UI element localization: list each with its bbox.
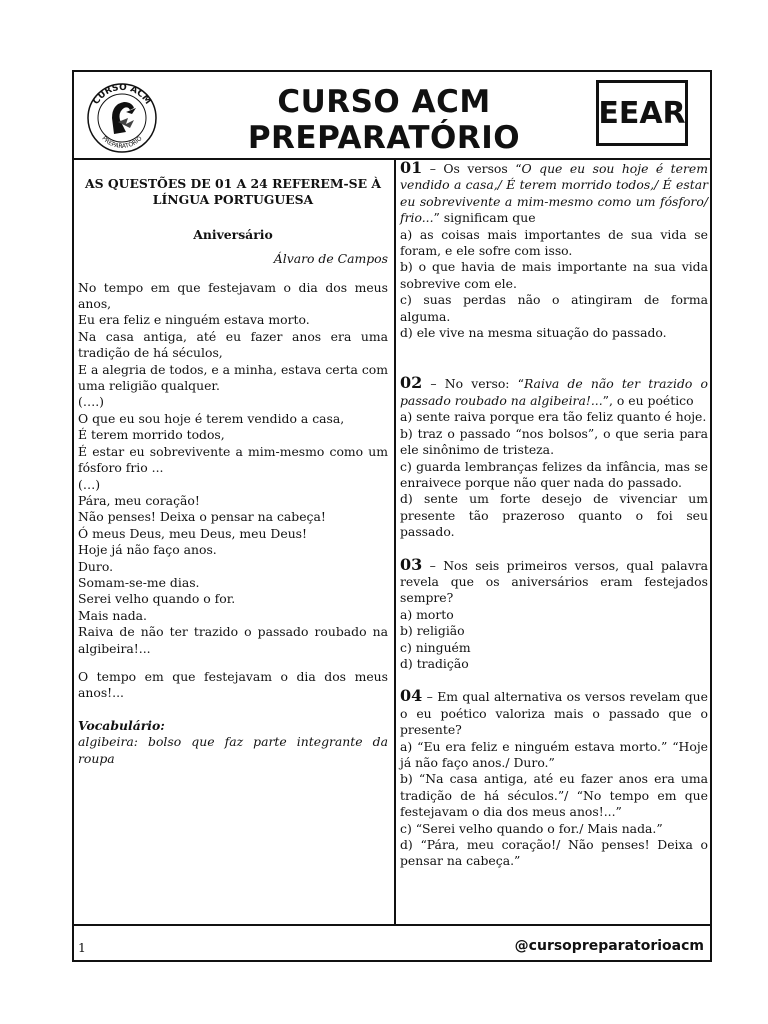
poem-line: Eu era feliz e ninguém estava morto. xyxy=(78,312,310,328)
question-text: – Em qual alternativa os versos revelam que o eu poético valoriza mais o passado que o presente? xyxy=(400,689,708,738)
poem-author: Álvaro de Campos xyxy=(273,251,388,267)
question-text: – Nos seis primeiros versos, qual palavra revela que os aniversários eram festejados sempre? xyxy=(400,557,708,606)
question-number: 02 xyxy=(400,373,423,393)
answer-option: c) ninguém xyxy=(400,639,471,655)
answer-option: d) “Pára, meu coração!/ Não penses! Deixa o pensar na cabeça.” xyxy=(400,837,708,869)
question-outro: ” significam que xyxy=(433,210,536,226)
poem-title: Aniversário xyxy=(193,226,273,242)
poem-line: E a alegria de todos, e a minha, estava certa com uma religião qualquer. xyxy=(78,361,388,394)
title-line-2: PREPARATÓRIO xyxy=(247,120,521,156)
question-quote: Raiva de não ter trazido o passado roubado na algibeira!... xyxy=(400,376,708,408)
page-title xyxy=(194,84,574,156)
exam-page xyxy=(72,70,712,962)
poem-stanza-2: O tempo em que festejavam o dia dos meus anos!... xyxy=(78,668,388,701)
answer-option: c) suas perdas não o atingiram de forma alguma. xyxy=(400,292,708,324)
page-number: 1 xyxy=(78,940,86,955)
footer-divider xyxy=(74,924,710,926)
poem-line: (…) xyxy=(78,476,101,492)
logo-text-top: CURSO ACM xyxy=(91,82,153,107)
poem-line: O que eu sou hoje é terem vendido a casa, xyxy=(78,410,345,426)
answer-option: d) ele vive na mesma situação do passado. xyxy=(400,325,667,341)
poem-line: Pára, meu coração! xyxy=(78,492,200,508)
answer-option: d) tradição xyxy=(400,655,469,671)
answer-option: b) religião xyxy=(400,623,465,639)
answer-option: a) as coisas mais importantes de sua vida se foram, e ele sofre com isso. xyxy=(400,226,708,259)
poem-line: Na casa antiga, até eu fazer anos era uma tradição de há séculos, xyxy=(78,328,388,361)
poem-line: Duro. xyxy=(78,558,114,574)
answer-option: a) morto xyxy=(400,606,454,622)
poem-stanza-1 xyxy=(78,280,388,657)
question-number: 03 xyxy=(400,554,423,574)
answer-option: c) “Serei velho quando o for./ Mais nada.” xyxy=(400,820,663,836)
poem-line: Mais nada. xyxy=(78,607,147,623)
title-line-1: CURSO ACM xyxy=(277,84,491,120)
poem-line: É estar eu sobrevivente a mim-mesmo como um fósforo frio ... xyxy=(78,443,388,476)
logo xyxy=(82,78,162,154)
question-4 xyxy=(400,688,708,738)
poem-line: Somam-se-me dias. xyxy=(78,574,200,590)
poem-line: Serei velho quando o for. xyxy=(78,591,236,607)
logo-text-bottom: PREPARATÓRIO xyxy=(100,135,144,151)
answer-option: a) “Eu era feliz e ninguém estava morto.” “Hoje já não faço anos./ Duro.” xyxy=(400,738,708,770)
question-number: 01 xyxy=(400,158,423,177)
question-1 xyxy=(400,160,708,227)
question-3 xyxy=(400,554,708,607)
question-intro: – No verso: “ xyxy=(422,376,524,392)
question-2 xyxy=(400,375,708,409)
poem-line: Não penses! Deixa o pensar na cabeça! xyxy=(78,509,326,525)
poem-line: (….) xyxy=(78,394,104,410)
answer-option: c) guarda lembranças felizes da infância, mas se enraivece porque não quer nada do passado. xyxy=(400,458,708,490)
answer-option: b) o que havia de mais importante na sua vida sobrevive com ele. xyxy=(400,259,708,291)
social-handle: @cursopreparatorioacm xyxy=(514,938,704,954)
right-column xyxy=(400,160,708,870)
question-number: 04 xyxy=(400,686,423,706)
question-outro: ”, o eu poético xyxy=(602,392,694,408)
poem-line: Hoje já não faço anos. xyxy=(78,542,217,558)
eagle-icon xyxy=(82,78,162,154)
question-quote: O que eu sou hoje é terem vendido a casa,/ É terem morrido todos,/ É estar eu sobrevivente a mim-mesmo como um fósforo/ frio... xyxy=(400,161,708,226)
answer-option: b) “Na casa antiga, até eu fazer anos era uma tradição de há séculos.”/ “No tempo em que festejavam o dia dos meus anos!...” xyxy=(400,771,708,820)
page-header xyxy=(74,72,710,160)
vocabulary-text: algibeira: bolso que faz parte integrante da roupa xyxy=(78,734,388,766)
column-divider xyxy=(394,158,396,924)
poem-line: Ó meus Deus, meu Deus, meu Deus! xyxy=(78,525,308,541)
answer-option: d) sente um forte desejo de vivenciar um presente tão prazeroso quanto o foi seu passado. xyxy=(400,491,708,540)
answer-option: b) traz o passado “nos bolsos”, o que seria para ele sinônimo de tristeza. xyxy=(400,425,708,458)
poem-line: É terem morrido todos, xyxy=(78,427,225,443)
question-intro: – Os versos “ xyxy=(422,161,522,176)
poem-line: Raiva de não ter trazido o passado roubado na algibeira!... xyxy=(78,624,388,656)
poem-line: No tempo em que festejavam o dia dos meus anos, xyxy=(78,279,388,312)
answer-option: a) sente raiva porque era tão feliz quanto é hoje. xyxy=(400,409,707,425)
vocabulary-label: Vocabulário: xyxy=(78,717,165,733)
section-heading: AS QUESTÕES DE 01 A 24 REFEREM-SE À LÍNGUA PORTUGUESA xyxy=(84,176,382,208)
exam-badge: EEAR xyxy=(596,80,688,146)
left-column xyxy=(78,160,388,767)
